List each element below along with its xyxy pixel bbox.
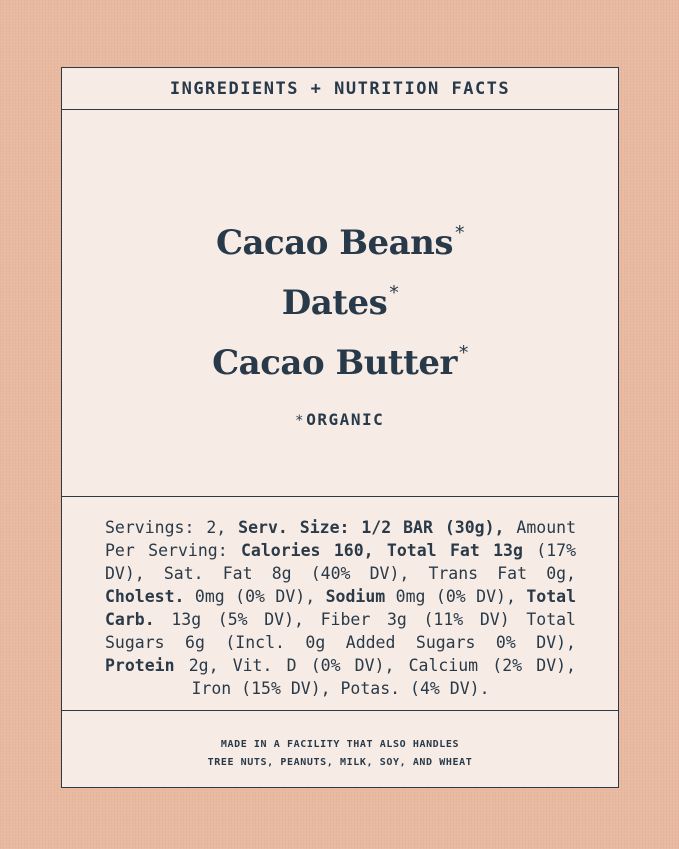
- ingredient-cacao-beans: [62, 208, 618, 268]
- allergen-line-2: TREE NUTS, PEANUTS, MILK, SOY, AND WHEAT: [207, 757, 473, 768]
- ingredients-section: [62, 110, 618, 497]
- ingredient-name: Cacao Butter: [212, 343, 457, 383]
- nutrition-text: (17% DV), Sat. Fat 8g (40% DV), Trans Fat 0g,: [105, 541, 577, 583]
- ingredient-name: Dates: [281, 283, 388, 323]
- asterisk-icon: *: [458, 342, 468, 364]
- allergen-notice: [62, 711, 618, 772]
- nutrition-bold: Cholest.: [105, 587, 185, 606]
- ingredient-dates: [62, 268, 618, 328]
- nutrition-text: Servings: 2,: [105, 518, 239, 537]
- asterisk-icon: *: [389, 282, 399, 304]
- organic-label: ORGANIC: [306, 410, 385, 429]
- header-title: INGREDIENTS + NUTRITION FACTS: [169, 78, 511, 99]
- organic-note: [62, 410, 618, 429]
- nutrition-text: Amount Per Serving:: [105, 518, 577, 560]
- nutrition-bold: Serv. Size: 1/2 BAR (30g),: [238, 518, 505, 537]
- nutrition-bold: Total Carb.: [105, 587, 577, 629]
- nutrition-text: 0mg (0% DV),: [385, 587, 527, 606]
- nutrition-bold: Sodium: [325, 587, 386, 606]
- allergen-line-1: MADE IN A FACILITY THAT ALSO HANDLES: [220, 739, 460, 750]
- ingredient-cacao-butter: [62, 328, 618, 388]
- nutrition-text: 0mg (0% DV),: [184, 587, 326, 606]
- nutrition-card: [61, 67, 619, 788]
- ingredient-list: [62, 208, 618, 388]
- asterisk-icon: *: [455, 222, 465, 244]
- nutrition-bold: Protein: [105, 656, 175, 675]
- card-header: [62, 68, 618, 110]
- ingredient-name: Cacao Beans: [215, 223, 454, 263]
- nutrition-text: 13g (5% DV), Fiber 3g (11% DV) Total Sugars 6g (Incl. 0g Added Sugars 0% DV),: [105, 610, 576, 652]
- nutrition-facts: [62, 497, 618, 711]
- nutrition-bold: Calories 160, Total Fat 13g: [241, 541, 523, 560]
- nutrition-text: 2g, Vit. D (0% DV), Calcium (2% DV), Iron (15% DV), Potas. (4% DV).: [174, 656, 576, 698]
- asterisk-icon: *: [295, 413, 305, 429]
